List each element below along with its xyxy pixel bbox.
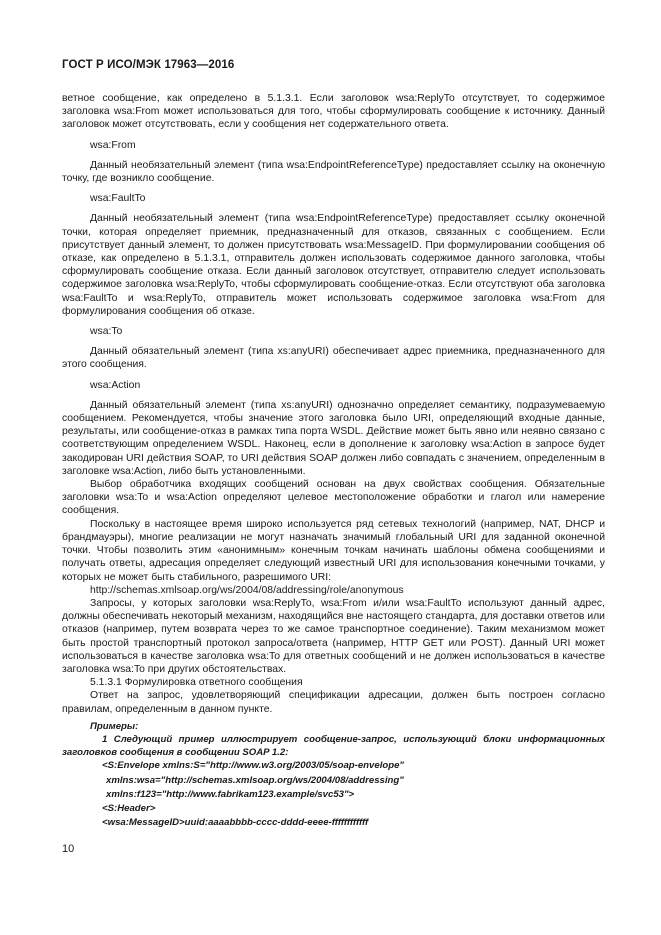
examples-heading: Примеры: <box>90 720 139 732</box>
paragraph-wsa-from: Данный необязательный элемент (типа wsa:EndpointReferenceType) предоставляет ссылку на оконечную точку, где возникло сообщение. <box>62 159 605 185</box>
code-line-xmlns-f123: xmlns:f123="http://www.fabrikam123.example/svc53"> <box>106 788 355 800</box>
page-header: ГОСТ Р ИСО/МЭК 17963—2016 <box>62 59 235 71</box>
paragraph-requests: Запросы, у которых заголовки wsa:ReplyTo, wsa:From и/или wsa:FaultTo используют данный адрес, должны обеспечивать некоторый механизм, находящийся вне настоящего стандарта, для доставки ответов или отказов (например, путем возврата через то же самое транспортное соединение). Таким механизмом может быть простой транспортный протокол запроса/ответа (например, HTTP GET или POST). Данный URI может использоваться в качестве заголовка wsa:To для ответных сообщений и не должен использоваться в качестве заголовка wsa:To при других обстоятельствах. <box>62 597 605 675</box>
anonymous-uri: http://schemas.xmlsoap.org/ws/2004/08/addressing/role/anonymous <box>90 584 404 596</box>
term-wsa-to: wsa:To <box>90 326 123 338</box>
term-wsa-from: wsa:From <box>90 139 136 151</box>
paragraph-dispatch: Выбор обработчика входящих сообщений основан на двух свойствах сообщения. Обязательные заголовки wsa:To и wsa:Action определяют целевое местоположение обработки и глагол или намерение сообщения. <box>62 479 605 517</box>
term-wsa-faultto: wsa:FaultTo <box>90 193 146 205</box>
code-line-xmlns-wsa: xmlns:wsa="http://schemas.xmlsoap.org/ws/2004/08/addressing" <box>106 774 404 786</box>
paragraph-continuation: ветное сообщение, как определено в 5.1.3.1. Если заголовок wsa:ReplyTo отсутствует, то содержимое заголовка wsa:From может использоваться для того, чтобы сформулировать сообщение к источнику. Данный заголовок может отсутствовать, если у сообщения нет содержательного ответа. <box>62 93 605 131</box>
paragraph-wsa-action: Данный обязательный элемент (типа xs:anyURI) однозначно определяет семантику, подразумеваемую сообщением. Рекомендуется, чтобы значение этого заголовка было URI, определяющий входные данные, результаты, или сообщение-отказ в рамках типа порта WSDL. Действие может быть явно или неявно связано с соответствующим определением WSDL. Наконец, если в дополнение к заголовку wsa:Action в запросе будет закодирован URI действия SOAP, то URI действия SOAP должен либо совпадать с значением, определенным в заголовке wsa:Action, либо быть установленными. <box>62 399 605 477</box>
paragraph-wsa-faultto: Данный необязательный элемент (типа wsa:EndpointReferenceType) предоставляет ссылку оконечной точки, которая определяет приемник, предназначенный для отказов, связанных с сообщением. Если присутствует данный элемент, то должен присутствовать wsa:MessageID. При формулировании сообщения об отказе, как определено в 5.1.3.1, отправитель должен использовать содержимое данного заголовка, чтобы сформулировать сообщение отказа. Если данный заголовок отсутствует, отправителю следует использовать содержимое заголовка wsa:ReplyTo, чтобы сформулировать сообщение-отказ. Если отсутствуют оба заголовка wsa:FaultTo и wsa:ReplyTo, отправитель может использовать содержимое заголовка wsa:From для формулирования сообщения об отказе. <box>62 213 605 317</box>
code-line-header: <S:Header> <box>102 802 156 814</box>
paragraph-nat: Поскольку в настоящее время широко используется ряд сетевых технологий (например, NAT, DHCP и брандмауэры), многие реализации не могут назначать значимый глобальный URI для заданной оконечной точки. Чтобы позволить этим «анонимным» конечным точкам начинать шаблоны обмена сообщениями и получать ответы, адресация определяет следующий известный URI для использования конечными точками, у которых не может быть стабильного, разрешимого URI: <box>62 518 605 583</box>
code-line-messageid: <wsa:MessageID>uuid:aaaabbbb-cccc-dddd-eeee-ffffffffffff <box>102 817 369 829</box>
paragraph-wsa-to: Данный обязательный элемент (типа xs:anyURI) обеспечивает адрес приемника, предназначенного для этого сообщения. <box>62 346 605 371</box>
example-note-1: 1 Следующий пример иллюстрирует сообщение-запрос, использующий блоки информационных заголовков сообщения в сообщении SOAP 1.2: <box>62 733 605 759</box>
document-body <box>62 92 605 830</box>
paragraph-reply: Ответ на запрос, удовлетворяющий спецификации адресации, должен быть построен согласно правилам, определенным в данном пункте. <box>62 690 605 715</box>
term-wsa-action: wsa:Action <box>90 379 141 391</box>
code-line-envelope: <S:Envelope xmlns:S="http://www.w3.org/2003/05/soap-envelope" <box>102 760 404 772</box>
section-heading: 5.1.3.1 Формулировка ответного сообщения <box>90 677 303 689</box>
page-number: 10 <box>62 843 75 855</box>
